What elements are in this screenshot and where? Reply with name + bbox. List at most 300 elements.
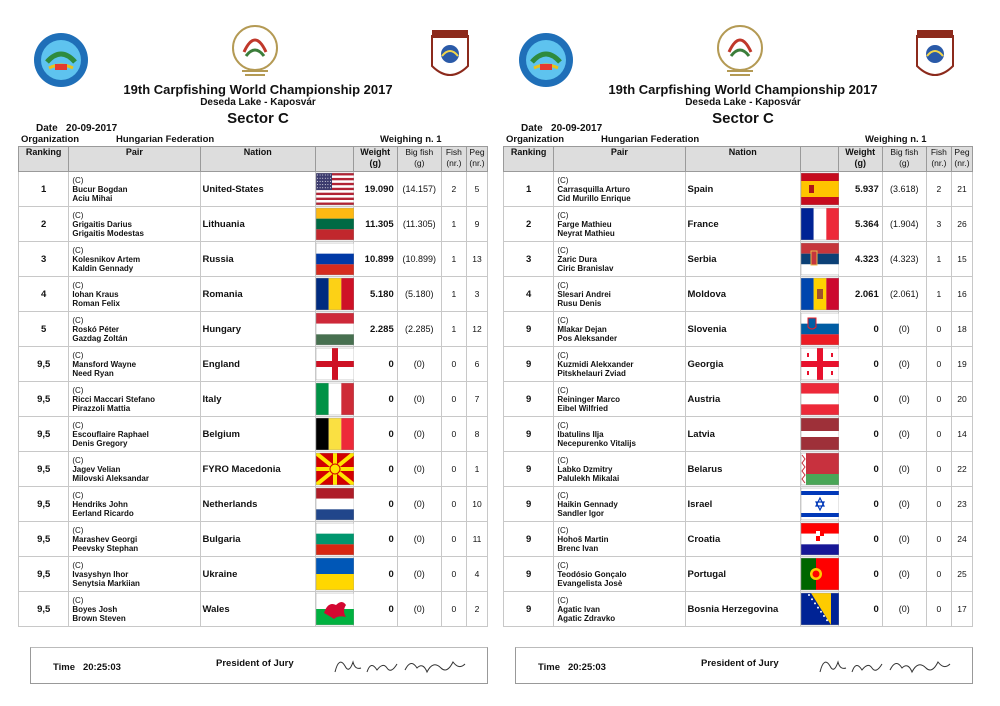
date-label: Date [36,123,58,134]
angler-1: Marashev Georgi [72,534,138,544]
hu-flag-icon [316,313,354,345]
peg-cell: 11 [466,522,487,557]
bigfish-cell: (2.061) [882,277,926,312]
peg-unit: (nr.) [954,158,970,168]
table-header-row [504,147,973,172]
si-flag-icon [801,313,839,345]
bigfish-cell: (0) [882,417,926,452]
nation-cell: United-States [200,172,315,207]
weight-cell: 0 [353,557,397,592]
peg-label: Peg [954,147,970,157]
table-row [19,522,488,557]
pair-cell [554,277,685,312]
flag-cell [800,417,838,452]
col-weight [838,147,882,172]
fish-cell: 0 [441,347,466,382]
pair-cell [554,592,685,627]
ranking-cell: 2 [504,207,554,242]
ranking-cell: 1 [19,172,69,207]
table-row [504,522,973,557]
peg-cell: 26 [951,207,972,242]
time-line [538,662,606,673]
lt-flag-icon [316,208,354,240]
pair-cell [69,522,200,557]
nation-cell: Wales [200,592,315,627]
ranking-cell: 2 [19,207,69,242]
table-row [19,452,488,487]
captain-marker: (C) [72,490,84,500]
weight-cell: 0 [353,452,397,487]
table-row [19,417,488,452]
bigfish-unit: (g) [899,158,910,168]
angler-2: Pitskhelauri Zviad [557,368,626,378]
date-line [521,123,602,134]
weight-cell: 5.364 [838,207,882,242]
fish-label: Fish [930,147,947,157]
fish-cell: 0 [441,417,466,452]
peg-cell: 5 [466,172,487,207]
nation-cell: Croatia [685,522,800,557]
nation-cell: Spain [685,172,800,207]
captain-marker: (C) [72,455,84,465]
fish-cell: 0 [441,487,466,522]
nation-cell: Hungary [200,312,315,347]
president-of-jury-label: President of Jury [701,658,779,669]
signature-icon [331,652,491,680]
pair-cell [69,207,200,242]
il-flag-icon [801,488,839,520]
peg-label: Peg [469,147,485,157]
angler-1: Grigaitis Darius [72,219,132,229]
ranking-cell: 9 [504,417,554,452]
angler-1: Roskó Péter [72,324,120,334]
flag-cell [800,312,838,347]
angler-2: Sandler Igor [557,508,605,518]
flag-cell [315,277,353,312]
captain-marker: (C) [557,210,569,220]
ranking-cell: 9 [504,382,554,417]
weight-cell: 0 [838,382,882,417]
captain-marker: (C) [72,280,84,290]
flag-cell [315,417,353,452]
flag-cell [315,557,353,592]
ge-flag-icon [801,348,839,380]
table-row [504,417,973,452]
col-flag [315,147,353,172]
col-fish [441,147,466,172]
president-of-jury-label: President of Jury [216,658,294,669]
fish-cell: 0 [926,312,951,347]
organization-label: Organization [506,134,565,145]
angler-1: Ivasyshyn Ihor [72,569,129,579]
nation-cell: Belgium [200,417,315,452]
peg-cell: 20 [951,382,972,417]
col-nation: Nation [200,147,315,172]
weight-cell: 19.090 [353,172,397,207]
organization-line [506,134,700,145]
weight-cell: 5.180 [353,277,397,312]
angler-1: Mansford Wayne [72,359,137,369]
weight-cell: 0 [353,347,397,382]
captain-marker: (C) [557,245,569,255]
nation-cell: Moldova [685,277,800,312]
table-row [504,382,973,417]
fish-cell: 1 [926,277,951,312]
bigfish-cell: (5.180) [397,277,441,312]
bigfish-cell: (0) [882,557,926,592]
bigfish-cell: (0) [882,312,926,347]
fish-cell: 0 [926,592,951,627]
angler-2: Palulekh Mikalai [557,473,620,483]
fish-cell: 0 [926,382,951,417]
nation-cell: Austria [685,382,800,417]
nation-cell: Latvia [685,417,800,452]
ranking-cell: 1 [504,172,554,207]
pair-cell [554,487,685,522]
ranking-cell: 9 [504,452,554,487]
angler-1: Agatic Ivan [557,604,601,614]
angler-2: Peevsky Stephan [72,543,139,553]
table-row [19,557,488,592]
peg-unit: (nr.) [469,158,485,168]
footer-box [515,647,973,684]
peg-cell: 9 [466,207,487,242]
fish-cell: 0 [441,382,466,417]
peg-cell: 2 [466,592,487,627]
ranking-cell: 9 [504,347,554,382]
be-flag-icon [316,418,354,450]
pair-cell [554,312,685,347]
bigfish-label: Big fish [890,147,919,157]
weight-cell: 0 [838,557,882,592]
col-peg [951,147,972,172]
fish-cell: 2 [441,172,466,207]
bigfish-cell: (0) [882,522,926,557]
table-row [504,487,973,522]
at-flag-icon [801,383,839,415]
peg-cell: 21 [951,172,972,207]
col-peg [466,147,487,172]
weight-cell: 0 [353,487,397,522]
bigfish-cell: (3.618) [882,172,926,207]
pair-cell [69,242,200,277]
captain-marker: (C) [72,385,84,395]
weight-cell: 0 [838,487,882,522]
table-row [19,242,488,277]
weight-cell: 2.285 [353,312,397,347]
bg-flag-icon [316,523,354,555]
flag-cell [315,347,353,382]
table-row [19,382,488,417]
weight-cell: 0 [838,347,882,382]
angler-1: Hendriks John [72,499,128,509]
col-bigfish [397,147,441,172]
pair-cell [69,452,200,487]
table-row [504,207,973,242]
nation-cell: Russia [200,242,315,277]
bigfish-cell: (4.323) [882,242,926,277]
pair-cell [554,557,685,592]
angler-2: Evangelista Josè [557,578,623,588]
bigfish-cell: (14.157) [397,172,441,207]
pt-flag-icon [801,558,839,590]
angler-1: Iohan Kraus [72,289,119,299]
flag-cell [315,592,353,627]
table-row [19,347,488,382]
col-flag [800,147,838,172]
angler-2: Kaldin Gennady [72,263,134,273]
lv-flag-icon [801,418,839,450]
nation-cell: Portugal [685,557,800,592]
bigfish-cell: (0) [397,557,441,592]
nation-cell: Romania [200,277,315,312]
mk-flag-icon [316,453,354,485]
col-pair: Pair [69,147,200,172]
peg-cell: 18 [951,312,972,347]
col-weight [353,147,397,172]
by-flag-icon [801,453,839,485]
sector-heading: Sector C [712,110,774,127]
weight-cell: 0 [838,312,882,347]
bigfish-cell: (11.305) [397,207,441,242]
angler-2: Brenc Ivan [557,543,599,553]
angler-1: Zaric Dura [557,254,597,264]
signature-icon [816,652,976,680]
nation-cell: FYRO Macedonia [200,452,315,487]
angler-2: Brown Steven [72,613,126,623]
table-row [504,172,973,207]
peg-cell: 10 [466,487,487,522]
fish-cell: 0 [926,487,951,522]
angler-1: Ricci Maccari Stefano [72,394,156,404]
captain-marker: (C) [557,490,569,500]
bigfish-cell: (0) [397,382,441,417]
angler-1: Boyes Josh [72,604,118,614]
angler-2: Gazdag Zoltán [72,333,128,343]
bigfish-cell: (0) [397,487,441,522]
pair-cell [554,207,685,242]
captain-marker: (C) [72,525,84,535]
organization-value: Hungarian Federation [116,134,215,145]
col-ranking: Ranking [504,147,554,172]
ranking-cell: 4 [504,277,554,312]
fish-cell: 1 [441,312,466,347]
pair-cell [554,417,685,452]
pair-cell [69,312,200,347]
nation-cell: Lithuania [200,207,315,242]
table-row [504,312,973,347]
weight-label: Weight [845,147,876,157]
angler-2: Eerland Ricardo [72,508,134,518]
col-bigfish [882,147,926,172]
angler-1: Jagev Velian [72,464,121,474]
flag-cell [800,592,838,627]
captain-marker: (C) [557,175,569,185]
flag-cell [800,487,838,522]
flag-cell [800,452,838,487]
peg-cell: 14 [951,417,972,452]
ua-flag-icon [316,558,354,590]
bigfish-cell: (0) [882,382,926,417]
pair-cell [554,522,685,557]
fips-ed-logo-icon [33,32,89,88]
time-line [53,662,121,673]
angler-1: Mlakar Dejan [557,324,607,334]
angler-2: Grigaitis Modestas [72,228,144,238]
time-label: Time [538,662,561,673]
flag-cell [800,382,838,417]
sector-heading: Sector C [227,110,289,127]
flag-cell [800,172,838,207]
ranking-cell: 9,5 [19,382,69,417]
ranking-cell: 9,5 [19,347,69,382]
ranking-cell: 3 [504,242,554,277]
angler-2: Pirazzoli Mattia [72,403,131,413]
angler-1: Bucur Bogdan [72,184,128,194]
fish-cell: 1 [926,242,951,277]
bigfish-cell: (0) [397,417,441,452]
captain-marker: (C) [557,560,569,570]
fish-cell: 1 [441,277,466,312]
flag-cell [315,242,353,277]
organization-label: Organization [21,134,80,145]
pair-cell [554,347,685,382]
ranking-cell: 9 [504,557,554,592]
sponsor-shield-logo-icon [428,28,472,86]
table-row [19,172,488,207]
peg-cell: 3 [466,277,487,312]
flag-cell [315,312,353,347]
fish-cell: 0 [926,522,951,557]
angler-2: Milovski Aleksandar [72,473,149,483]
wa-flag-icon [316,593,354,625]
angler-1: Kolesnikov Artem [72,254,141,264]
pair-cell [69,347,200,382]
sponsor-shield-logo-icon [913,28,957,86]
weight-cell: 5.937 [838,172,882,207]
angler-1: Teodósio Gonçalo [557,569,627,579]
angler-2: Aciu Mihai [72,193,113,203]
weight-cell: 0 [353,382,397,417]
nation-cell: England [200,347,315,382]
table-row [504,557,973,592]
page-title: 19th Carpfishing World Championship 2017 [123,82,393,97]
col-pair: Pair [554,147,685,172]
flag-cell [315,382,353,417]
md-flag-icon [801,278,839,310]
fish-cell: 2 [926,172,951,207]
nation-cell: Serbia [685,242,800,277]
angler-1: Haikin Gennady [557,499,618,509]
hr-flag-icon [801,523,839,555]
ranking-cell: 9,5 [19,417,69,452]
peg-cell: 8 [466,417,487,452]
fr-flag-icon [801,208,839,240]
fish-cell: 0 [441,522,466,557]
pair-cell [69,172,200,207]
captain-marker: (C) [72,245,84,255]
peg-cell: 1 [466,452,487,487]
flag-cell [800,242,838,277]
angler-1: Kuzmidi Alekxander [557,359,634,369]
organization-line [21,134,215,145]
results-table [18,146,488,627]
weight-unit: (g) [854,158,866,168]
pair-cell [69,417,200,452]
angler-2: Neyrat Mathieu [557,228,615,238]
table-row [19,487,488,522]
flag-cell [315,172,353,207]
results-sheet-right [503,0,973,706]
angler-2: Senytsia Markiian [72,578,140,588]
date-line [36,123,117,134]
fish-cell: 0 [926,347,951,382]
nation-cell: Netherlands [200,487,315,522]
organization-value: Hungarian Federation [601,134,700,145]
fish-cell: 0 [441,592,466,627]
angler-2: Need Ryan [72,368,114,378]
it-flag-icon [316,383,354,415]
bigfish-unit: (g) [414,158,425,168]
bigfish-cell: (2.285) [397,312,441,347]
weight-unit: (g) [369,158,381,168]
peg-cell: 7 [466,382,487,417]
weight-cell: 4.323 [838,242,882,277]
captain-marker: (C) [557,280,569,290]
ranking-cell: 9,5 [19,452,69,487]
captain-marker: (C) [72,420,84,430]
nation-cell: Ukraine [200,557,315,592]
col-ranking: Ranking [19,147,69,172]
angler-1: Labko Dzmitry [557,464,613,474]
captain-marker: (C) [72,210,84,220]
weight-cell: 0 [838,417,882,452]
pair-cell [69,277,200,312]
flag-cell [315,452,353,487]
hungarian-federation-logo-icon [715,22,765,82]
pair-cell [69,557,200,592]
ranking-cell: 4 [19,277,69,312]
bigfish-cell: (0) [397,522,441,557]
weight-label: Weight [360,147,391,157]
fish-label: Fish [445,147,462,157]
flag-cell [800,207,838,242]
peg-cell: 22 [951,452,972,487]
weight-cell: 0 [353,417,397,452]
venue-subtitle: Deseda Lake - Kaposvár [200,97,316,108]
angler-1: Ibatulins Ilja [557,429,604,439]
pair-cell [554,452,685,487]
bigfish-cell: (0) [397,592,441,627]
fish-cell: 0 [441,452,466,487]
angler-2: Denis Gregory [72,438,128,448]
ranking-cell: 9 [504,522,554,557]
date-value: 20-09-2017 [551,123,603,134]
us-flag-icon [316,173,354,205]
fish-cell: 1 [441,242,466,277]
peg-cell: 25 [951,557,972,592]
results-table [503,146,973,627]
bigfish-cell: (10.899) [397,242,441,277]
nation-cell: Belarus [685,452,800,487]
bigfish-cell: (0) [882,347,926,382]
pair-cell [554,242,685,277]
captain-marker: (C) [557,525,569,535]
col-fish [926,147,951,172]
peg-cell: 6 [466,347,487,382]
fish-cell: 0 [926,452,951,487]
peg-cell: 15 [951,242,972,277]
